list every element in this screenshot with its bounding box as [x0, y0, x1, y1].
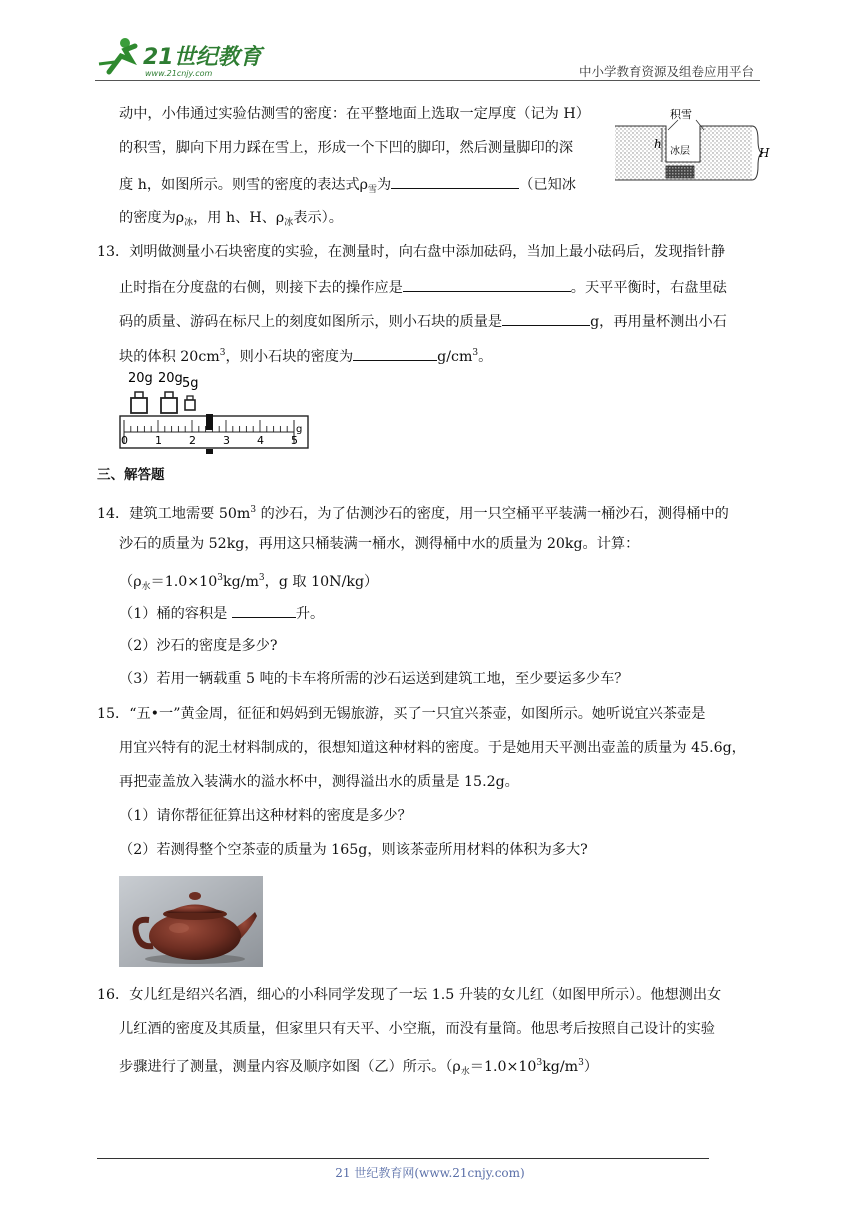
- answer-blank[interactable]: [502, 310, 590, 326]
- q12-line2: 的积雪，脚向下用力踩在雪上，形成一个下凹的脚印，然后测量脚印的深: [119, 140, 574, 156]
- weight-20g-2: [161, 392, 177, 413]
- ruler-tick-label: 0: [121, 434, 128, 447]
- q16-line2: 儿红酒的密度及其质量，但家里只有天平、小空瓶，而没有量筒。他思考后按照自己设计的实验: [119, 1021, 715, 1037]
- q14-part3: （3）若用一辆载重 5 吨的卡车将所需的沙石运送到建筑工地，至少要运多少车？: [119, 671, 629, 687]
- q15-line3: 再把壶盖放入装满水的溢水杯中，测得溢出水的质量是 15.2g。: [119, 774, 519, 790]
- q16-line1: 16．女儿红是绍兴名酒，细心的小科同学发现了一坛 1.5 升装的女儿红（如图甲所示）。他想测出女: [97, 987, 722, 1003]
- q14-line2: 沙石的质量为 52kg，再用这只桶装满一桶水，测得桶中水的质量为 20kg。计算：: [119, 536, 640, 552]
- ruler-tick-label: 2: [189, 434, 196, 447]
- platform-name: 中小学教育资源及组卷应用平台: [578, 64, 754, 79]
- q15-line2: 用宜兴特有的泥土材料制成的，很想知道这种材料的密度。于是她用天平测出壶盖的质量为 45.6g，: [119, 740, 746, 756]
- q14-line1: 14．建筑工地需要 $50m^3$ 的沙石，为了估测沙石的密度，用一只空桶平平装满一桶沙石，测得桶中的: [97, 505, 729, 522]
- snow-footprint-figure: [612, 104, 772, 186]
- q12-line4: 的密度为$\rho_冰$，用 h、H、$\rho_冰$表示）。: [119, 210, 343, 228]
- weight-label-2: 20g: [158, 371, 183, 386]
- logo-url: www.21cnjy.com: [145, 69, 213, 78]
- H-label: H: [759, 146, 770, 160]
- answer-blank[interactable]: [403, 276, 571, 292]
- q13-line2: 止时指在分度盘的右侧，则接下去的操作应是 。天平平衡时，右盘里砝: [119, 276, 727, 298]
- q15-part2: （2）若测得整个空茶壶的质量为 165g，则该茶壶所用材料的体积为多大?: [119, 842, 588, 858]
- ice-label: 冰层: [670, 146, 690, 157]
- ruler-tick-label: 4: [257, 434, 264, 447]
- answer-blank[interactable]: [353, 345, 437, 361]
- q15-line1: 15．“五•一”黄金周，征征和妈妈到无锡旅游，买了一只宜兴茶壶，如图所示。她听说宜兴茶壶是: [97, 706, 706, 722]
- h-label: h: [654, 137, 662, 151]
- rider-marker: [206, 414, 213, 430]
- snow-label: 积雪: [670, 108, 692, 121]
- footer-divider: [97, 1158, 709, 1159]
- ruler-tick-label: 3: [223, 434, 230, 447]
- q13-line3: 码的质量、游码在标尺上的刻度如图所示，则小石块的质量是 g，再用量杯测出小石: [119, 310, 727, 332]
- q16-line3: 步骤进行了测量，测量内容及顺序如图（乙）所示。$(\rho_水=1.0\times 10^3kg/m^3)$: [119, 1058, 599, 1077]
- q12-line3: 度 h，如图所示。则雪的密度的表达式$\rho_雪$为 （已知冰: [119, 173, 576, 200]
- q13-line1: 13．刘明做测量小石块密度的实验，在测量时，向右盘中添加砝码，当加上最小砝码后，发现指针静: [97, 244, 726, 260]
- ruler-tick-label: 1: [155, 434, 162, 447]
- q14-line3: （$\rho_水=1.0\times 10^3kg/m^3$，g 取 10N/kg）: [119, 573, 379, 592]
- q14-part2: （2）沙石的密度是多少?: [119, 638, 278, 654]
- answer-blank[interactable]: [391, 173, 519, 189]
- logo-icon: [95, 34, 265, 80]
- answer-blank[interactable]: [232, 602, 296, 618]
- weight-label-3: 5g: [182, 376, 199, 391]
- footer-text: 21 世纪教育网(www.21cnjy.com): [335, 1166, 525, 1180]
- balance-scale-figure: [118, 368, 314, 456]
- q12-line1: 动中，小伟通过实验估测雪的密度：在平整地面上选取一定厚度（记为 H）: [119, 106, 590, 122]
- ruler: [120, 416, 308, 448]
- q15-part1: （1）请你帮征征算出这种材料的密度是多少？: [119, 808, 412, 824]
- weight-5g: [185, 396, 195, 410]
- header-divider: [95, 80, 760, 81]
- q13-line4: 块的体积 $20cm^3$，则小石块的密度为 $g/cm^3$。: [119, 343, 492, 367]
- weight-20g-1: [131, 392, 147, 413]
- q14-part1: （1）桶的容积是 升。: [119, 602, 324, 624]
- ruler-tick-label: 5: [291, 434, 298, 447]
- teapot-photo: [119, 876, 263, 967]
- page-header: [95, 34, 760, 84]
- weight-label-1: 20g: [128, 371, 153, 386]
- logo-text: 21世纪教育: [143, 45, 262, 70]
- section-title: 三、解答题: [97, 467, 165, 483]
- ruler-unit: g: [296, 424, 303, 435]
